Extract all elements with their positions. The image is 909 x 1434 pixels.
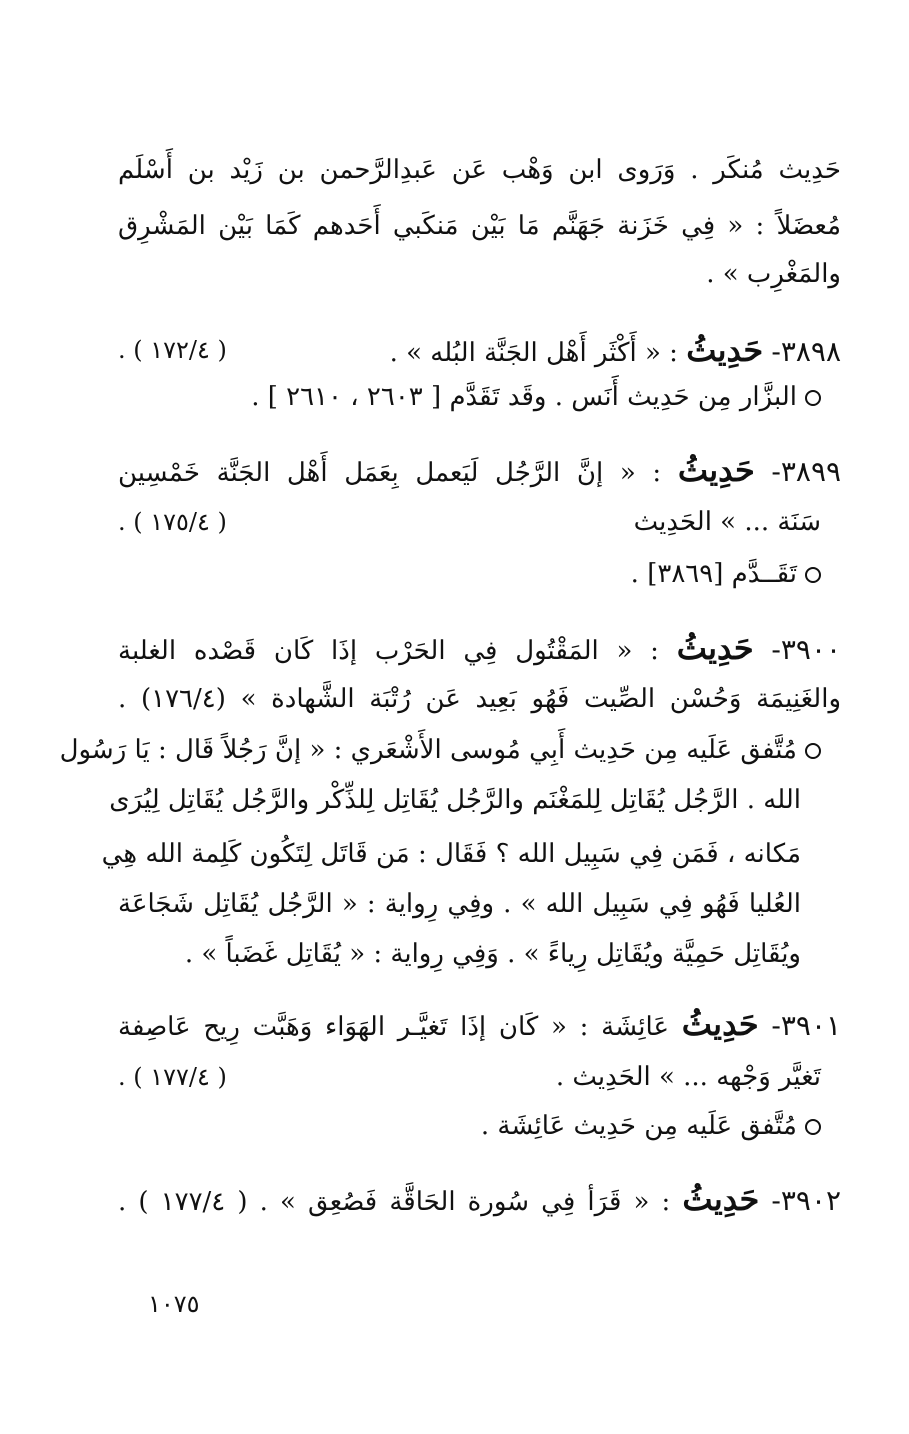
entry-text: : « قَرَأ فِي سُورة الحَاقَّة فَصُعِق » . ( ١٧٧/٤ ) . <box>118 1187 671 1217</box>
entry-3902-heading <box>118 1177 841 1221</box>
entry-number: ٣٩٠٠- <box>771 633 842 666</box>
entry-note <box>631 552 821 596</box>
entry-text: : « إنَّ الرَّجُل لَيَعمل بِعَمَل أَهْل الجَنَّة خَمْسِين <box>118 458 662 488</box>
text-line: مَكانه ، فَمَن فِي سَبِيل الله ؟ فَقَال : مَن قَاتَل لِتَكُون كَلِمة الله هِي <box>101 839 801 869</box>
entry-3898-heading <box>390 328 841 372</box>
text-line: سَنَة ... » الحَدِيث <box>633 507 821 537</box>
circle-bullet-icon <box>805 567 821 583</box>
entry-reference: . ( ١٧٧/٤ ) <box>118 1063 227 1091</box>
entry-reference: . ( ١٧٥/٤ ) <box>118 508 227 536</box>
note-text: مُتَّفق عَلَيه مِن حَدِيث أَبِي مُوسى الأَشْعَري : « إنَّ رَجُلاً قَال : يَا رَسُول <box>59 735 797 765</box>
circle-bullet-icon <box>805 743 821 759</box>
entry-3900-heading <box>118 626 841 670</box>
hadith-keyword: حَدِيثُ <box>677 451 755 489</box>
note-text: تَقَــدَّم [٣٨٦٩] . <box>630 559 797 589</box>
entry-number: ٣٨٩٩- <box>771 455 842 488</box>
note-text: البزَّار مِن حَدِيث أَنَس . وقَد تَقَدَّم [ ٢٦٠٣ ، ٢٦١٠ ] . <box>251 382 797 412</box>
hadith-keyword: حَدِيثُ <box>681 1005 759 1043</box>
text-line: الله . الرَّجُل يُقَاتِل لِلمَغْنَم والرَّجُل يُقَاتِل لِلذِّكْر والرَّجُل يُقَاتِل لِيُرَى <box>109 785 801 815</box>
entry-text: : « المَقْتُول فِي الحَرْب إذَا كَان قَصْده الغلبة <box>118 636 659 666</box>
page-number: ١٠٧٥ <box>148 1290 200 1318</box>
hadith-keyword: حَدِيثُ <box>676 629 754 667</box>
entry-3901-heading <box>118 1002 841 1046</box>
entry-note <box>481 1104 821 1148</box>
text-line: تَغيَّر وَجْهه ... » الحَدِيث . <box>555 1062 821 1092</box>
entry-text: : « أَكْثَر أَهْل الجَنَّة البُله » . <box>389 338 678 368</box>
hadith-keyword: حَدِيثُ <box>682 1180 760 1218</box>
circle-bullet-icon <box>805 390 821 406</box>
text-line: ويُقَاتِل حَمِيَّة ويُقَاتِل رِياءً » . وَفِي رِواية : « يُقَاتِل غَضَباً » . <box>184 939 801 969</box>
hadith-keyword: حَدِيثُ <box>686 331 764 369</box>
entry-number: ٣٩٠١- <box>771 1009 842 1042</box>
entry-note <box>59 728 821 772</box>
text-line: مُعضَلاً : « فِي خَزَنة جَهَنَّم مَا بَيْن مَنكَبي أَحَدهم كَمَا بَيْن المَشْرِق <box>118 211 841 241</box>
entry-note <box>251 375 821 419</box>
entry-text: عَائِشَة : « كَان إذَا تَغيَّـر الهَوَاء وَهَبَّت رِيح عَاصِفة <box>118 1012 669 1042</box>
text-line: حَدِيث مُنكَر . وَرَوى ابن وَهْب عَن عَبدِالرَّحمن بن زَيْد بن أَسْلَم <box>118 155 841 185</box>
entry-3899-heading <box>118 448 841 492</box>
text-line: العُليا فَهُو فِي سَبِيل الله » . وفِي رِواية : « الرَّجُل يُقَاتِل شَجَاعَة <box>118 889 801 919</box>
text-line: والمَغْرِب » . <box>706 259 841 289</box>
entry-number: ٣٨٩٨- <box>771 335 841 368</box>
circle-bullet-icon <box>805 1119 821 1135</box>
entry-reference: . ( ١٧٢/٤ ) <box>118 336 227 364</box>
note-text: مُتَّفق عَلَيه مِن حَدِيث عَائِشَة . <box>480 1111 797 1141</box>
text-line: والغَنِيمَة وَحُسْن الصِّيت فَهُو بَعِيد عَن رُتْبَة الشَّهادة » (١٧٦/٤) . <box>118 684 841 714</box>
entry-number: ٣٩٠٢- <box>771 1184 842 1217</box>
